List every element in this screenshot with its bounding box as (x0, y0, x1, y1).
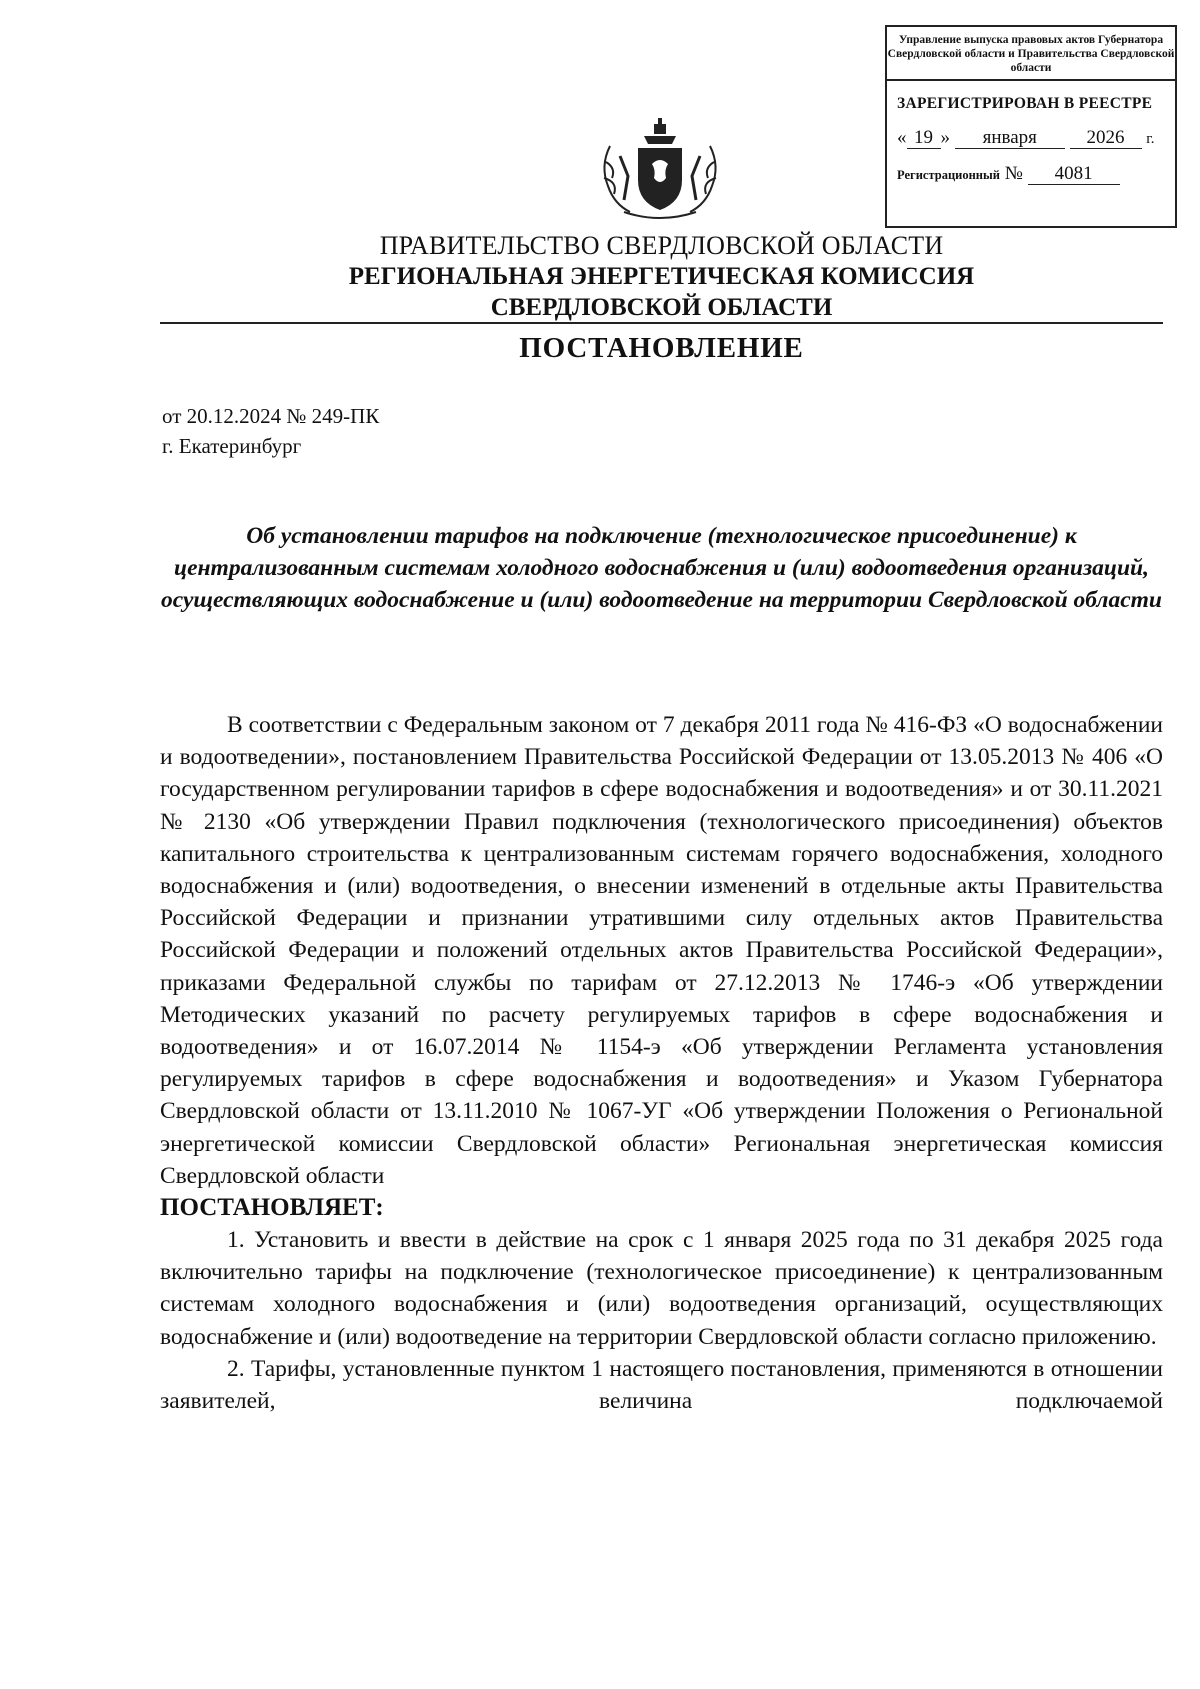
stamp-date-mid: » (940, 127, 950, 148)
stamp-office: Управление выпуска правовых актов Губернатора Свердловской области и Правительства Свердловской области (887, 27, 1175, 81)
document-date-number: от 20.12.2024 № 249-ПК (162, 404, 380, 428)
stamp-day: 19 (907, 128, 941, 149)
document-header (160, 230, 1163, 323)
header-divider (160, 322, 1163, 324)
stamp-reg-number: 4081 (1028, 164, 1120, 185)
preamble-paragraph: В соответствии с Федеральным законом от 7 декабря 2011 года № 416-ФЗ «О водоснабжении и водоотведении», постановлением Правительства Российской Федерации от 13.05.2013 № 406 «О государственном регулировании тарифов в сфере водоснабжения и водоотведения» и от 30.11.2021 № 2130 «Об утверждении Правил подключения (технологического присоединения) объектов капитального строительства к централизованным системам горячего водоснабжения, холодного водоснабжения и (или) водоотведения, о внесении изменений в отдельные акты Правительства Российской Федерации и признании утратившими силу отдельных актов Правительства Российской Федерации и положений отдельных актов Правительства Российской Федерации», приказами Федеральной службы по тарифам от 27.12.2013 № 1746-э «Об утверждении Методических указаний по расчету регулируемых тарифов в сфере водоснабжения и водоотведения» и от 16.07.2014 № 1154-э «Об утверждении Регламента установления регулируемых тарифов в сфере водоснабжения и водоотведения» и Указом Губернатора Свердловской области от 13.11.2010 № 1067-УГ «Об утверждении Положения о Региональной энергетической комиссии Свердловской области» Региональная энергетическая комиссия Свердловской области (160, 712, 1163, 1189)
stamp-year-suffix: г. (1146, 131, 1155, 147)
stamp-reg-label: Регистрационный (897, 168, 1000, 182)
stamp-no-sign: № (1004, 163, 1023, 184)
government-name: ПРАВИТЕЛЬСТВО СВЕРДЛОВСКОЙ ОБЛАСТИ (379, 231, 944, 260)
document-city: г. Екатеринбург (162, 434, 302, 458)
stamp-month: января (955, 128, 1065, 149)
commission-name-line2: СВЕРДЛОВСКОЙ ОБЛАСТИ (490, 294, 833, 321)
document-body (160, 709, 1163, 1417)
stamp-date (897, 127, 1175, 149)
document-type: ПОСТАНОВЛЕНИЕ (519, 332, 804, 364)
resolves-heading: ПОСТАНОВЛЯЕТ: (160, 1194, 384, 1222)
document-title: Об установлении тарифов на подключение (технологическое присоединение) к централизованным системам холодного водоснабжения и (или) водоотведения организаций, осуществляющих водоснабжение и (или) водоотведение на территории Свердловской области (160, 523, 1162, 613)
coat-of-arms-emblem (594, 116, 726, 221)
item-1-paragraph: 1. Установить и ввести в действие на срок с 1 января 2025 года по 31 декабря 2025 года включительно тарифы на подключение (технологическое присоединение) к централизованным системам холодного водоснабжения и (или) водоотведения организаций, осуществляющих водоснабжение и (или) водоотведение на территории Свердловской области согласно приложению. (160, 1227, 1163, 1350)
commission-name-line1: РЕГИОНАЛЬНАЯ ЭНЕРГЕТИЧЕСКАЯ КОМИССИЯ (348, 263, 975, 290)
item-2-paragraph: 2. Тарифы, установленные пунктом 1 настоящего постановления, применяются в отношении заявителей, величина подключаемой (160, 1355, 1163, 1415)
stamp-date-open: « (897, 127, 907, 148)
stamp-number (897, 163, 1175, 185)
stamp-year: 2026 (1070, 128, 1142, 149)
registration-stamp (885, 25, 1177, 228)
stamp-registered-label: ЗАРЕГИСТРИРОВАН В РЕЕСТРЕ (897, 95, 1153, 112)
document-meta (162, 401, 379, 461)
